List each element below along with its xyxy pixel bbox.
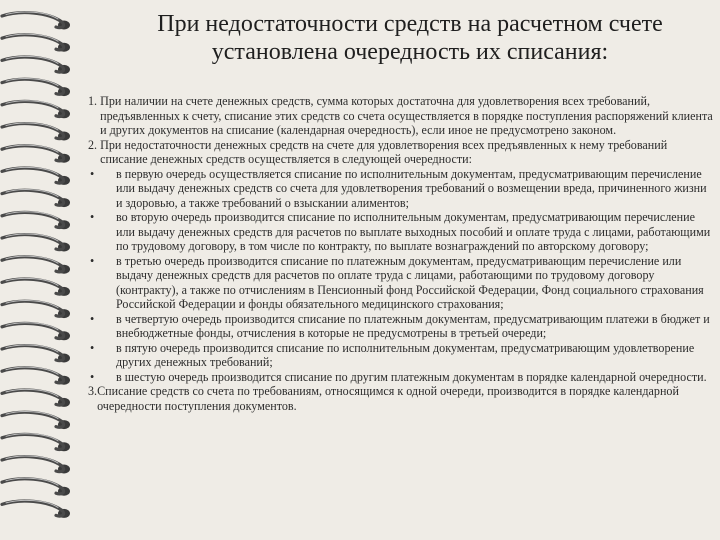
binding-ring bbox=[2, 167, 70, 185]
spiral-binding bbox=[0, 0, 90, 540]
binding-ring bbox=[2, 212, 70, 230]
binding-ring bbox=[2, 367, 70, 385]
paragraph-number: 2. bbox=[88, 137, 98, 152]
paragraph-text: При наличии на счете денежных средств, сумма которых достаточна для удовлетворения всех требований, предъявленных к счету, списание этих средств со счета осуществляется в порядке поступления распоряжений клиента и других документов на списание (календарная очередность), если иное не предусмотрено законом. bbox=[100, 94, 713, 137]
binding-ring bbox=[2, 12, 70, 30]
binding-ring bbox=[2, 256, 70, 274]
list-item bbox=[88, 254, 716, 312]
binding-ring bbox=[2, 345, 70, 363]
binding-ring bbox=[2, 434, 70, 452]
paragraph-2 bbox=[88, 138, 716, 167]
list-item bbox=[88, 312, 716, 341]
binding-ring bbox=[2, 278, 70, 296]
list-item bbox=[88, 210, 716, 254]
binding-ring bbox=[2, 500, 70, 518]
bullet-icon: • bbox=[90, 253, 95, 268]
list-item-text: в четвертую очередь производится списание по платежным документам, предусматривающим платежи в бюджет и внебюджетные фонды, отчисления в которые не предусмотрены в третьей очереди; bbox=[116, 311, 710, 340]
bullet-icon: • bbox=[90, 340, 95, 355]
binding-ring bbox=[2, 412, 70, 430]
binding-ring bbox=[2, 323, 70, 341]
bullet-icon: • bbox=[90, 369, 95, 384]
paragraph-number: 3. bbox=[88, 384, 98, 398]
list-item bbox=[88, 167, 716, 211]
title-line-1: При недостаточности средств на расчетном счете bbox=[157, 11, 663, 37]
paragraph-number: 1. bbox=[88, 94, 98, 108]
binding-ring bbox=[2, 190, 70, 208]
list-item-text: в первую очередь осуществляется списание по исполнительным документам, предусматривающим перечисление или выдачу денежных средств со счета для удовлетворения требований о возмещении вреда, причиненного жизни и здоровью, а также требований о взыскании алиментов; bbox=[116, 166, 707, 210]
binding-ring bbox=[2, 301, 70, 319]
title-line-2: установлена очередность их списания: bbox=[211, 39, 609, 65]
binding-ring bbox=[2, 389, 70, 407]
binding-ring bbox=[2, 79, 70, 97]
slide-body bbox=[88, 94, 716, 413]
paragraph-text: При недостаточности денежных средств на счете для удовлетворения всех предъявленных к нему требований списание денежных средств осуществляется в следующей очередности: bbox=[100, 137, 668, 166]
list-item-text: в пятую очередь производится списание по исполнительным документам, предусматривающим удовлетворение других денежных требований; bbox=[116, 340, 695, 369]
binding-ring bbox=[2, 456, 70, 474]
paragraph-1 bbox=[88, 94, 716, 138]
binding-ring bbox=[2, 234, 70, 252]
bullet-icon: • bbox=[90, 166, 95, 181]
slide-title bbox=[100, 10, 720, 66]
binding-ring bbox=[2, 56, 70, 74]
binding-ring bbox=[2, 145, 70, 163]
list-item-text: в третью очередь производится списание по платежным документам, предусматривающим перечисление или выдачу денежных средств для расчетов по оплате труда с лицами, работающими по трудовому договору (контракту), а также по отчислениям в Пенсионный фонд Российской Федерации, Фонд социального страхования Российской Федерации и фонды обязательного медицинского страхования; bbox=[116, 253, 704, 311]
paragraph-3 bbox=[88, 384, 716, 413]
list-item bbox=[88, 370, 716, 385]
list-item bbox=[88, 341, 716, 370]
bullet-icon: • bbox=[90, 311, 95, 326]
list-item-text: в шестую очередь производится списание по другим платежным документам в порядке календарной очередности. bbox=[116, 369, 707, 384]
paragraph-text: Списание средств со счета по требованиям, относящимся к одной очереди, производится в порядке календарной очередности поступления документов. bbox=[97, 384, 679, 413]
binding-ring bbox=[2, 478, 70, 496]
binding-ring bbox=[2, 34, 70, 52]
list-item-text: во вторую очередь производится списание по исполнительным документам, предусматривающим перечисление или выдачу денежных средств для расчетов по выплате выходных пособий и оплате труда с лицами, работающими по трудовому договору, в том числе по контракту, по выплате вознаграждений по авторскому договору; bbox=[116, 210, 711, 253]
binding-ring bbox=[2, 123, 70, 141]
bullet-icon: • bbox=[90, 210, 95, 224]
binding-ring bbox=[2, 101, 70, 119]
